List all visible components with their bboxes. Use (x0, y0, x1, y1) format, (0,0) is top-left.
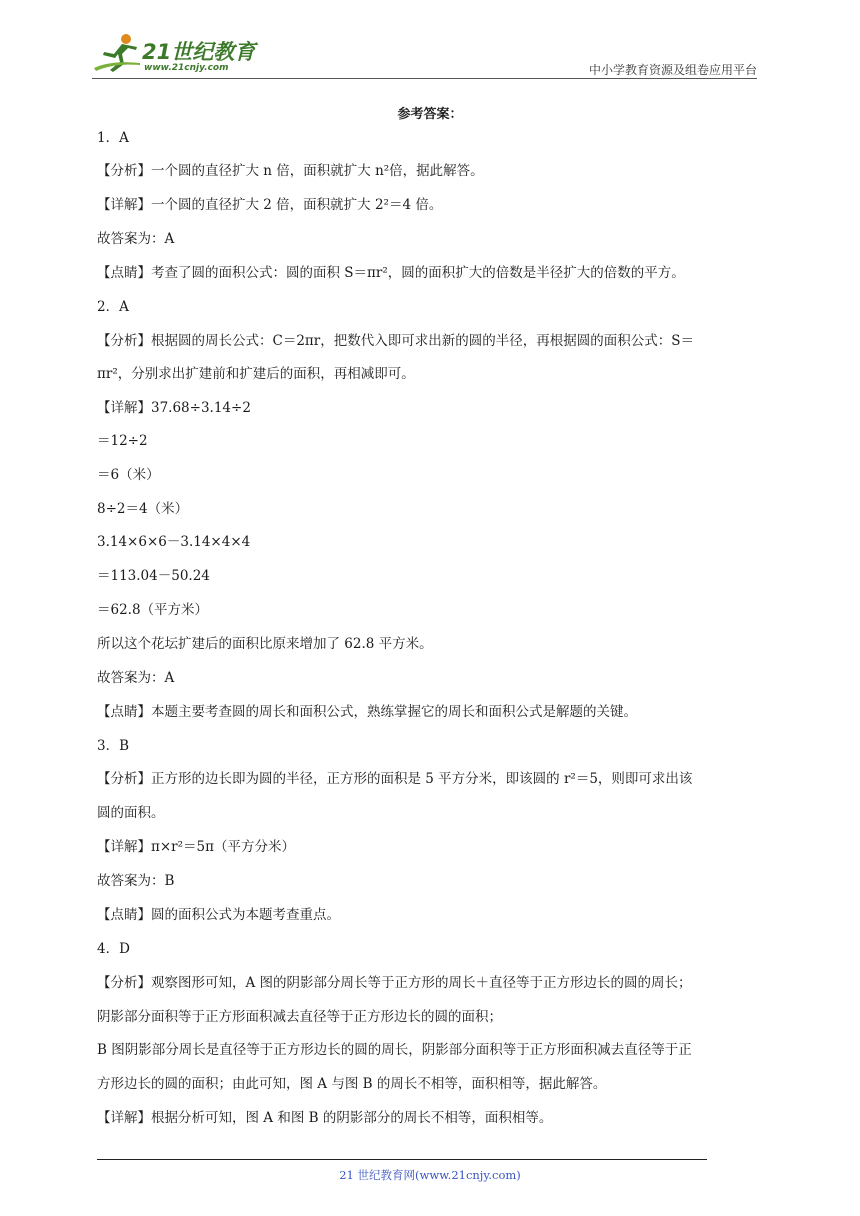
answer-line: 【详解】一个圆的直径扩大 2 倍，面积就扩大 2²＝4 倍。 (97, 197, 443, 213)
answer-line: πr²，分别求出扩建前和扩建后的面积，再相减即可。 (97, 366, 415, 382)
logo-text: 21世纪教育 (142, 40, 256, 64)
answer-line: 【分析】根据圆的周长公式：C＝2πr，把数代入即可求出新的圆的半径，再根据圆的面积公式：S＝ (97, 333, 694, 349)
answer-line: 故答案为：A (97, 231, 175, 247)
answer-line: 【点睛】圆的面积公式为本题考查重点。 (97, 907, 340, 923)
answer-line: 【分析】观察图形可知，A 图的阴影部分周长等于正方形的周长＋直径等于正方形边长的圆的周长； (97, 975, 692, 991)
page-header (92, 30, 757, 78)
answer-line: 【详解】根据分析可知，图 A 和图 B 的阴影部分的周长不相等，面积相等。 (97, 1110, 553, 1126)
logo-url: www.21cnjy.com (144, 63, 229, 73)
header-divider (92, 78, 757, 79)
answer-line: B 图阴影部分周长是直径等于正方形边长的圆的周长，阴影部分面积等于正方形面积减去直径等于正 (97, 1042, 692, 1058)
answer-line: 3．B (97, 738, 130, 754)
site-logo (92, 30, 262, 76)
platform-name: 中小学教育资源及组卷应用平台 (588, 63, 757, 77)
answer-line: 【点睛】考查了圆的面积公式：圆的面积 S＝πr²，圆的面积扩大的倍数是半径扩大的倍数的平方。 (97, 265, 685, 281)
answer-line: 【分析】一个圆的直径扩大 n 倍，面积就扩大 n²倍，据此解答。 (97, 163, 484, 179)
answer-line: ＝6（米） (97, 467, 160, 483)
answer-line: ＝62.8（平方米） (97, 602, 209, 618)
answer-line: 8÷2＝4（米） (97, 501, 189, 517)
runner-logo-icon (92, 30, 144, 76)
answer-line: 1．A (97, 130, 129, 146)
footer-divider (97, 1159, 707, 1160)
answer-line: 阴影部分面积等于正方形面积减去直径等于正方形边长的圆的面积； (97, 1009, 502, 1025)
answer-line: ＝113.04－50.24 (97, 568, 210, 584)
answer-line: 【分析】正方形的边长即为圆的半径，正方形的面积是 5 平方分米，即该圆的 r²＝5，则即可求出该 (97, 771, 693, 787)
answer-line: 所以这个花坛扩建后的面积比原来增加了 62.8 平方米。 (97, 636, 433, 652)
page-title: 参考答案： (397, 107, 463, 122)
answer-line: 【详解】37.68÷3.14÷2 (97, 400, 251, 416)
answer-line: 【详解】π×r²＝5π（平方分米） (97, 839, 296, 855)
answer-line: ＝12÷2 (97, 433, 148, 449)
answer-line: 【点睛】本题主要考查圆的周长和面积公式，熟练掌握它的周长和面积公式是解题的关键。 (97, 704, 637, 720)
answer-line: 故答案为：B (97, 873, 175, 889)
answer-line: 圆的面积。 (97, 805, 165, 821)
answer-line: 方形边长的圆的面积；由此可知，图 A 与图 B 的周长不相等，面积相等，据此解答。 (97, 1076, 607, 1092)
answer-line: 2．A (97, 299, 129, 315)
answer-line: 3.14×6×6－3.14×4×4 (97, 534, 251, 550)
footer-text: 21 世纪教育网(www.21cnjy.com) (339, 1168, 521, 1182)
answer-line: 故答案为：A (97, 670, 175, 686)
answer-line: 4．D (97, 941, 130, 957)
